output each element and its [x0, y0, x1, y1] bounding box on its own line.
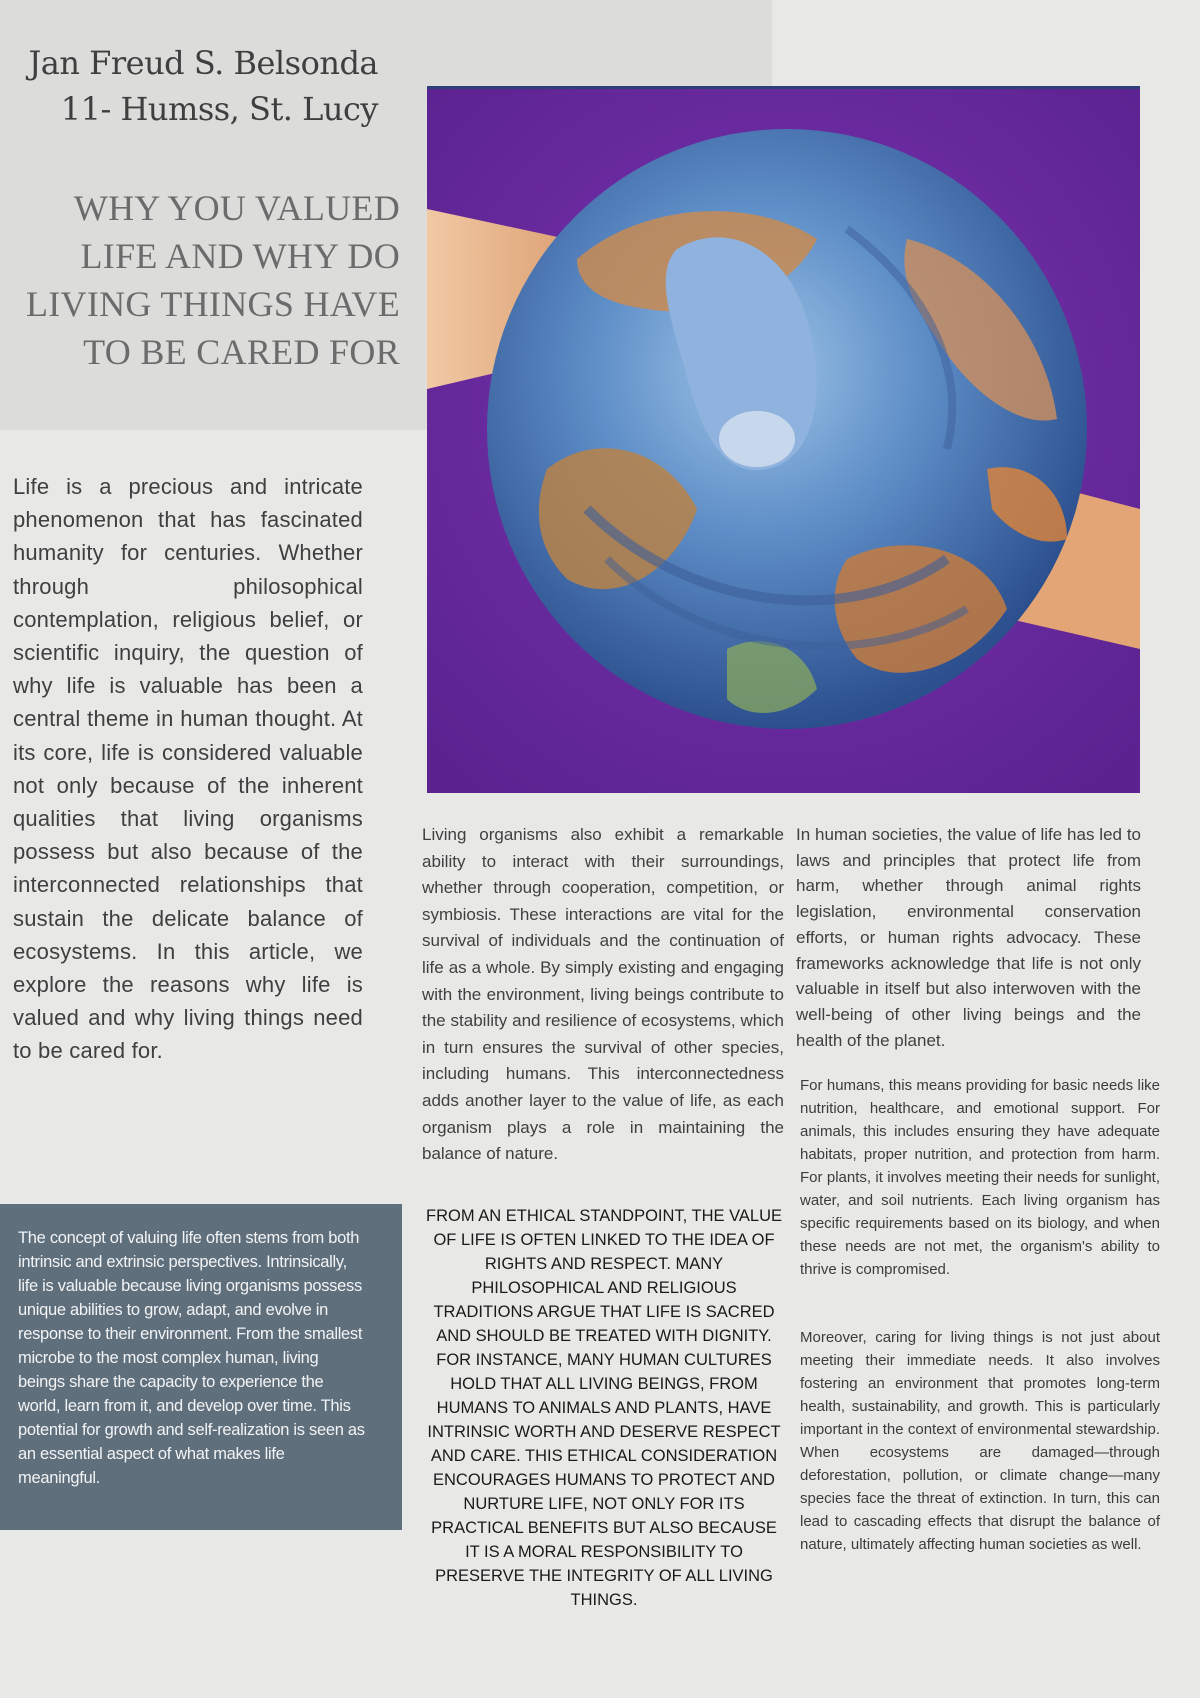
- author-name: Jan Freud S. Belsonda: [28, 44, 378, 82]
- article-title: WHY YOU VALUED LIFE AND WHY DO LIVING THINGS HAVE TO BE CARED FOR: [25, 188, 400, 372]
- hero-image: [427, 86, 1140, 793]
- column-3-paragraph-2: For humans, this means providing for basic needs like nutrition, healthcare, and emotional support. For animals, this includes ensuring they have adequate habitats, proper nutrition, and protection from harm. For plants, it involves meeting their needs for sunlight, water, and soil nutrients. Each living organism has specific requirements based on its biology, and when these needs are not met, the organism's ability to thrive is compromised.: [800, 1077, 1160, 1278]
- header-right-strip: [772, 0, 1200, 90]
- column-3-paragraph-3: Moreover, caring for living things is not just about meeting their immediate needs. It also involves fostering an environment that promotes long-term health, sustainability, and growth. This is particularly important in the context of environmental stewardship. When ecosystems are damaged—through deforestation, pollution, or climate change—many species face the threat of extinction. In turn, this can lead to cascading effects that disrupt the balance of nature, ultimately affecting human societies as well.: [800, 1329, 1160, 1553]
- intro-paragraph: Life is a precious and intricate phenomenon that has fascinated humanity for centuries. Whether through philosophical contemplation, religious belief, or scientific inquiry, the question of why life is valuable has been a central theme in human thought. At its core, life is considered valuable not only because of the inherent qualities that living organisms possess but also because of the interconnected relationships that sustain the delicate balance of ecosystems. In this article, we explore the reasons why life is valued and why living things need to be cared for.: [13, 474, 363, 1064]
- column-2-caps-paragraph: FROM AN ETHICAL STANDPOINT, THE VALUE OF LIFE IS OFTEN LINKED TO THE IDEA OF RIGHTS AND RESPECT. MANY PHILOSOPHICAL AND RELIGIOUS TRADITIONS ARGUE THAT LIFE IS SACRED AND SHOULD BE TREATED WITH DIGNITY. FOR INSTANCE, MANY HUMAN CULTURES HOLD THAT ALL LIVING BEINGS, FROM HUMANS TO ANIMALS AND PLANTS, HAVE INTRINSIC WORTH AND DESERVE RESPECT AND CARE. THIS ETHICAL CONSIDERATION ENCOURAGES HUMANS TO PROTECT AND NURTURE LIFE, NOT ONLY FOR ITS PRACTICAL BENEFITS BUT ALSO BECAUSE IT IS A MORAL RESPONSIBILITY TO PRESERVE THE INTEGRITY OF ALL LIVING THINGS.: [425, 1207, 783, 1609]
- column-3-paragraph-1: In human societies, the value of life has led to laws and principles that protect life from harm, whether through animal rights legislation, environmental conservation efforts, or human rights advocacy. These frameworks acknowledge that life is not only valuable in itself but also interwoven with the well-being of other living beings and the health of the planet.: [796, 825, 1141, 1050]
- sidebar-box-text: The concept of valuing life often stems from both intrinsic and extrinsic perspectives. Intrinsically, life is valuable because living organisms possess unique abilities to grow, adapt, and evolve in response to their environment. From the smallest microbe to the most complex human, living beings share the capacity to experience the world, learn from it, and develop over time. This potential for growth and self-realization is seen as an essential aspect of what makes life meaningful.: [18, 1229, 365, 1487]
- column-2-paragraph: Living organisms also exhibit a remarkable ability to interact with their surroundings, whether through cooperation, competition, or symbiosis. These interactions are vital for the survival of individuals and the continuation of life as a whole. By simply existing and engaging with the environment, living beings contribute to the stability and resilience of ecosystems, which in turn ensures the survival of other species, including humans. This interconnectedness adds another layer to the value of life, as each organism plays a role in maintaining the balance of nature.: [422, 825, 784, 1164]
- sidebar-box: [0, 1204, 402, 1530]
- author-block: [28, 40, 378, 132]
- globe-hands-icon: [427, 89, 1140, 793]
- author-class: 11- Humss, St. Lucy: [60, 90, 378, 128]
